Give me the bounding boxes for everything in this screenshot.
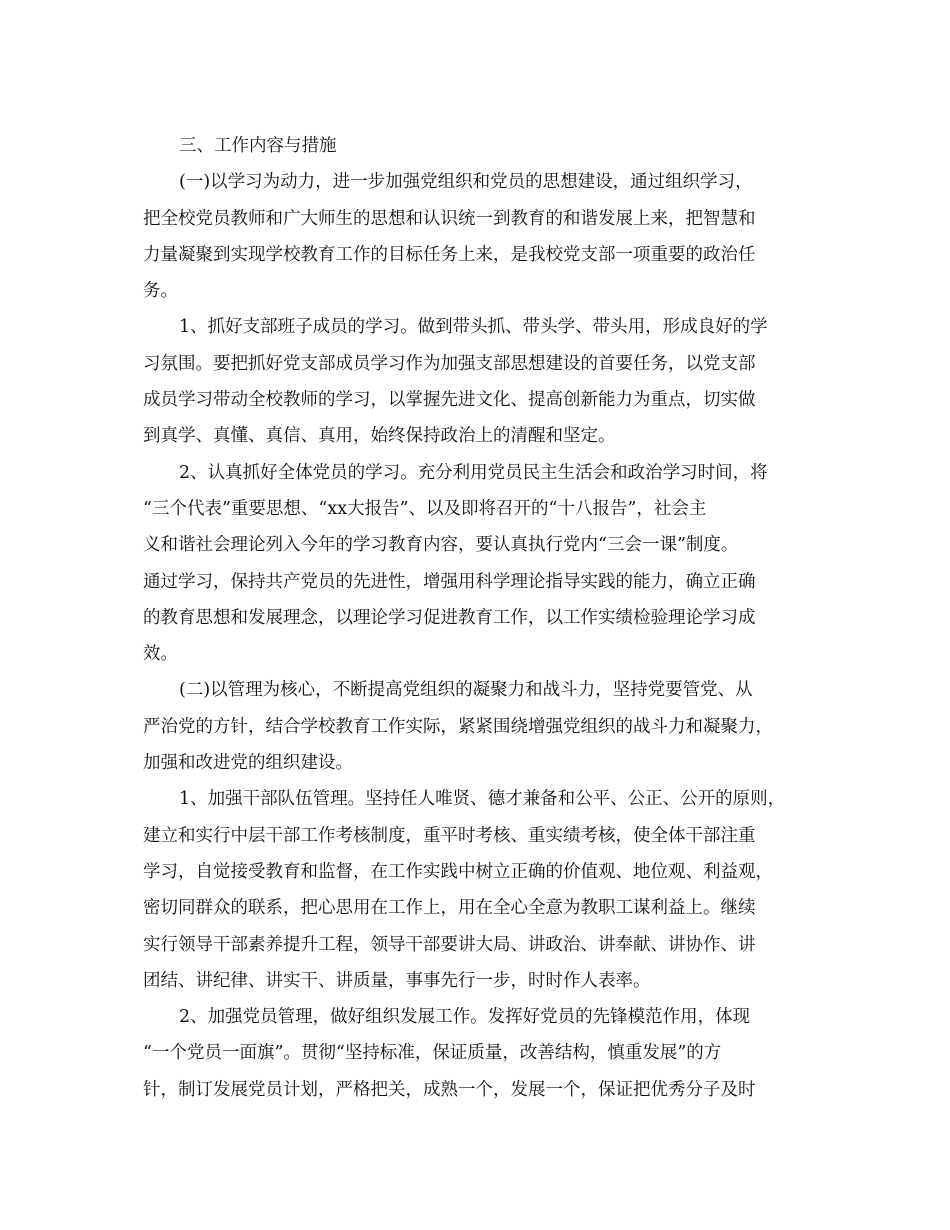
paragraph-line: 建立和实行中层干部工作考核制度，重平时考核、重实绩考核，使全体干部注重 [143, 825, 756, 846]
paragraph-line: 学习，自觉接受教育和监督，在工作实践中树立正确的价值观、地位观、利益观， [143, 861, 773, 882]
paragraph-line: 1、加强干部队伍管理。坚持任人唯贤、德才兼备和公平、公正、公开的原则， [179, 789, 786, 810]
paragraph-line: 务。 [143, 281, 178, 302]
paragraph-line: 力量凝聚到实现学校教育工作的目标任务上来，是我校党支部一项重要的政治任 [143, 244, 756, 265]
paragraph-line: 2、加强党员管理，做好组织发展工作。发挥好党员的先锋模范作用，体现 [179, 1007, 751, 1028]
paragraph-line: “一个党员一面旗”。贯彻“坚持标准，保证质量，改善结构，慎重发展”的方 [143, 1043, 722, 1064]
section-heading: 三、工作内容与措施 [179, 136, 337, 156]
paragraph-line: (一)以学习为动力，进一步加强党组织和党员的思想建设，通过组织学习， [179, 172, 753, 193]
paragraph-line: 针，制订发展党员计划，严格把关，成熟一个，发展一个，保证把优秀分子及时 [143, 1079, 756, 1100]
paragraph-line: (二)以管理为核心，不断提高党组织的凝聚力和战斗力，坚持党要管党、从 [179, 680, 753, 701]
paragraph-line: 团结、讲纪律、讲实干、讲质量，事事先行一步，时时作人表率。 [143, 970, 651, 991]
paragraph-line: 2、认真抓好全体党员的学习。充分利用党员民主生活会和政治学习时间，将 [179, 462, 768, 483]
paragraph-line: 习氛围。要把抓好党支部成员学习作为加强支部思想建设的首要任务，以党支部 [143, 353, 756, 374]
paragraph-line: 加强和改进党的组织建设。 [143, 753, 353, 774]
document-body [143, 128, 823, 1108]
paragraph-line: 密切同群众的联系，把心思用在工作上，用在全心全意为教职工谋利益上。继续 [143, 898, 756, 919]
paragraph-line: 到真学、真懂、真信、真用，始终保持政治上的清醒和坚定。 [143, 426, 616, 447]
paragraph-line: 效。 [143, 644, 178, 665]
paragraph-line: 实行领导干部素养提升工程，领导干部要讲大局、讲政治、讲奉献、讲协作、讲 [143, 934, 756, 955]
paragraph-line: 严治党的方针，结合学校教育工作实际，紧紧围绕增强党组织的战斗力和凝聚力， [143, 716, 773, 737]
paragraph-line: 成员学习带动全校教师的学习，以掌握先进文化、提高创新能力为重点，切实做 [143, 390, 756, 411]
paragraph-line: 义和谐社会理论列入今年的学习教育内容，要认真执行党内“三会一课”制度。 [143, 535, 739, 556]
paragraph-line: “三个代表”重要思想、“xx大报告”、以及即将召开的“十八报告”，社会主 [143, 498, 707, 519]
paragraph-line: 把全校党员教师和广大师生的思想和认识统一到教育的和谐发展上来，把智慧和 [143, 208, 756, 229]
paragraph-line: 的教育思想和发展理念，以理论学习促进教育工作，以工作实绩检验理论学习成 [143, 607, 756, 628]
paragraph-line: 1、抓好支部班子成员的学习。做到带头抓、带头学、带头用，形成良好的学 [179, 317, 768, 338]
paragraph-line: 通过学习，保持共产党员的先进性，增强用科学理论指导实践的能力，确立正确 [143, 571, 756, 592]
